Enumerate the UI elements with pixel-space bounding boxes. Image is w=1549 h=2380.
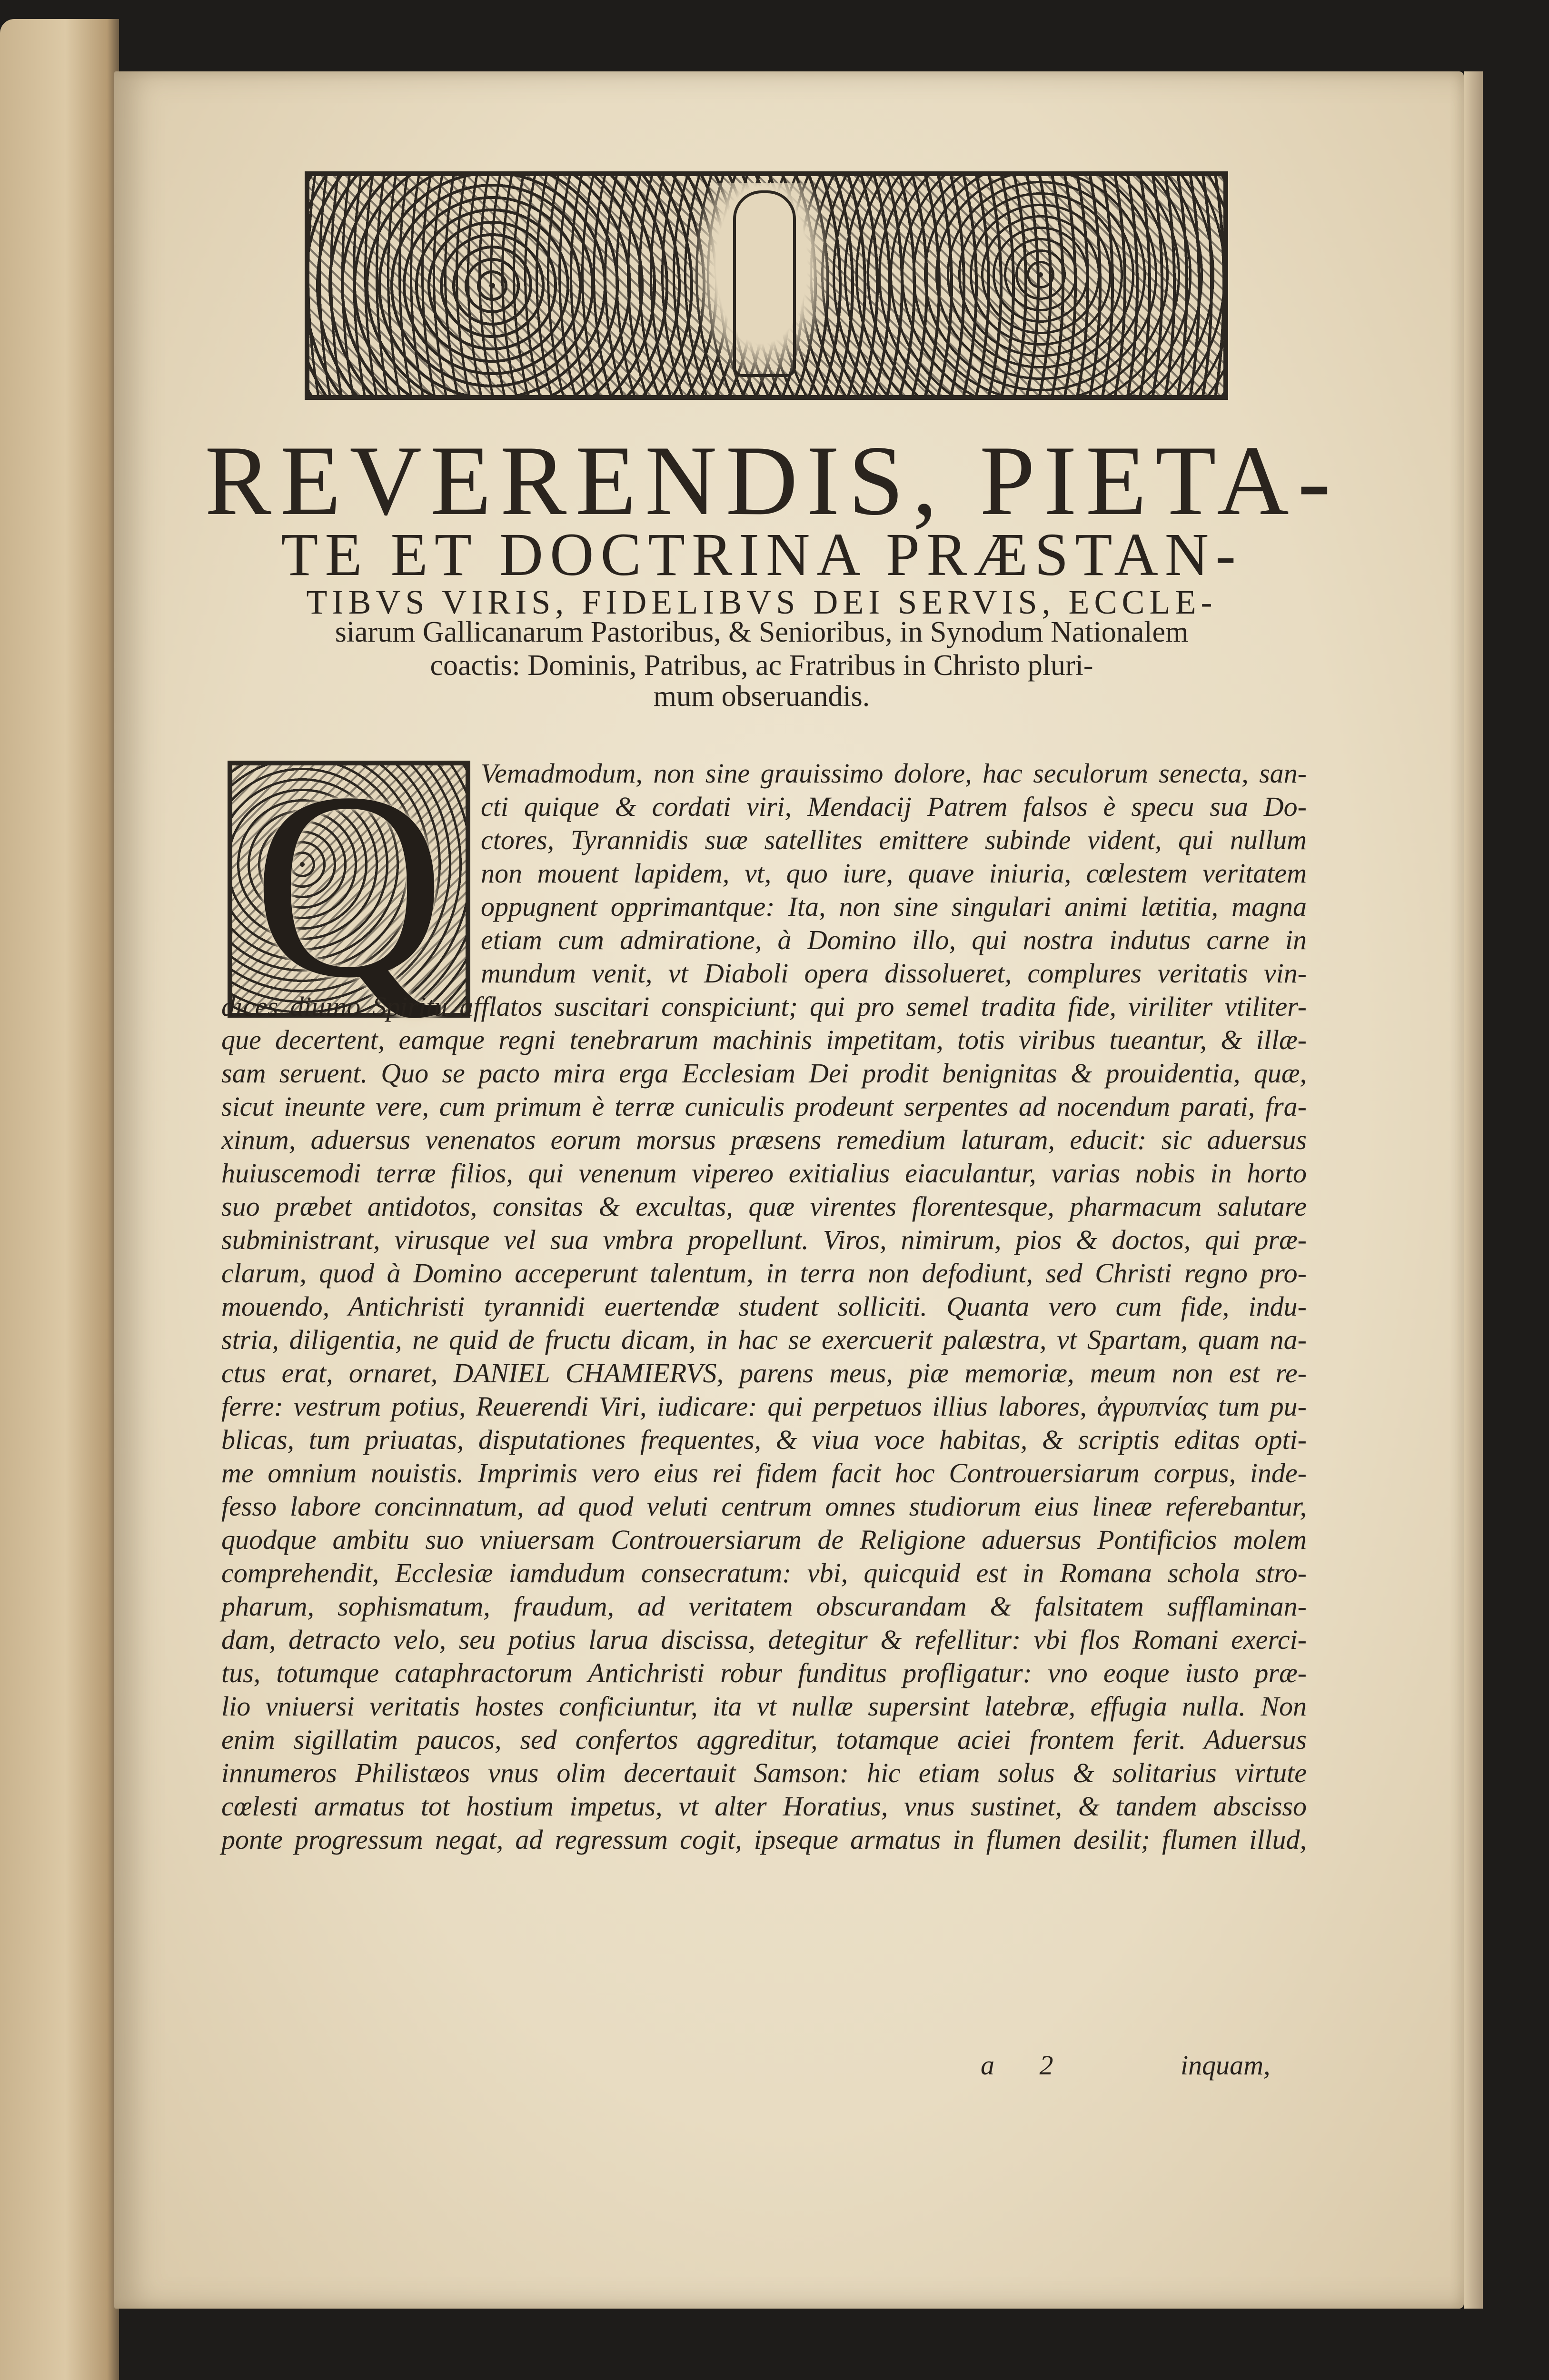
signature-mark: a 2 bbox=[981, 2050, 1072, 2081]
body-line: ctores, Tyrannidis suæ satellites emittere subinde vident, qui nullum bbox=[481, 824, 1307, 855]
title-line-3: TIBVS VIRIS, FIDELIBVS DEI SERVIS, ECCLE- bbox=[306, 583, 1217, 621]
body-line: dam, detracto velo, seu potius larua discissa, detegitur & refellitur: vbi flos Romani exerci- bbox=[221, 1624, 1307, 1655]
body-line: enim sigillatim paucos, sed confertos aggreditur, totamque aciei frontem ferit. Aduersus bbox=[221, 1724, 1307, 1755]
body-line: que decertent, eamque regni tenebrarum machinis impetitam, totis viribus tueantur, & illæ- bbox=[221, 1024, 1307, 1055]
body-line: fesso labore concinnatum, ad quod veluti centrum omnes studiorum eius lineæ referebantur, bbox=[221, 1491, 1307, 1522]
title-line-5: coactis: Dominis, Patribus, ac Fratribus in Christo pluri- bbox=[430, 649, 1093, 682]
title-line-4: siarum Gallicanarum Pastoribus, & Senioribus, in Synodum Nationalem bbox=[335, 616, 1189, 648]
title-line-1: REVERENDIS, PIETA- bbox=[205, 426, 1340, 536]
title-line-6: mum obseruandis. bbox=[653, 680, 870, 713]
body-line: xinum, aduersus venenatos eorum morsus præsens remedium laturam, educit: sic aduersus bbox=[221, 1124, 1307, 1155]
body-line: Vemadmodum, non sine grauissimo dolore, hac seculorum senecta, san- bbox=[481, 758, 1307, 789]
body-line: lio vniuersi veritatis hostes conficiuntur, ita vt nullæ supersint latebræ, effugia nulla. Non bbox=[221, 1691, 1307, 1722]
body-line: pharum, sophismatum, fraudum, ad veritatem obscurandam & falsitatem sufflaminan- bbox=[221, 1591, 1307, 1622]
body-line: innumeros Philistæos vnus olim decertauit Samson: hic etiam solus & solitarius virtute bbox=[221, 1757, 1307, 1788]
body-line: oppugnent opprimantque: Ita, non sine singulari animi lætitia, magna bbox=[481, 891, 1307, 922]
left-page-edge bbox=[0, 19, 119, 2380]
body-line: tus, totumque cataphractorum Antichristi robur funditus profligatur: vno eoque iusto præ- bbox=[221, 1657, 1307, 1688]
body-line: suo præbet antidotos, consitas & excultas, quæ virentes florentesque, pharmacum salutare bbox=[221, 1191, 1307, 1222]
body-line: cti quique & cordati viri, Mendacij Patrem falsos è specu sua Do- bbox=[481, 791, 1307, 822]
body-line: ferre: vestrum potius, Reuerendi Viri, iudicare: qui perpetuos illius labores, ἀγρυπνίας tum pu- bbox=[221, 1391, 1307, 1422]
body-line: huiuscemodi terræ filios, qui venenum vipereo exitialius eiaculantur, varias nobis in horto bbox=[221, 1158, 1307, 1189]
body-line: cœlesti armatus tot hostium impetus, vt alter Horatius, vnus sustinet, & tandem abscisso bbox=[221, 1791, 1307, 1822]
body-line: blicas, tum priuatas, disputationes frequentes, & viua voce habitas, & scriptis editas opti- bbox=[221, 1424, 1307, 1455]
body-line: dices diuino Spiritu afflatos suscitari conspiciunt; qui pro semel tradita fide, viriliter vtiliter- bbox=[221, 991, 1307, 1022]
body-line: mouendo, Antichristi tyrannidi euertendæ student solliciti. Quanta vero cum fide, indu- bbox=[221, 1291, 1307, 1322]
body-line: stria, diligentia, ne quid de fructu dicam, in hac se exercuerit palæstra, vt Spartam, quam na- bbox=[221, 1324, 1307, 1355]
body-line: comprehendit, Ecclesiæ iamdudum consecratum: vbi, quicquid est in Romana schola stro- bbox=[221, 1557, 1307, 1588]
body-line: ponte progressum negat, ad regressum cogit, ipseque armatus in flumen desilit; flumen illud, bbox=[221, 1824, 1307, 1855]
body-line: non mouent lapidem, vt, quo iure, quave iniuria, cœlestem veritatem bbox=[481, 858, 1307, 889]
body-line: etiam cum admiratione, à Domino illo, qui nostra indutus carne in bbox=[481, 924, 1307, 955]
body-line: clarum, quod à Domino acceperunt talentum, in terra non defodiunt, sed Christi regno pro- bbox=[221, 1258, 1307, 1289]
body-line: sam seruent. Quo se pacto mira erga Ecclesiam Dei prodit benignitas & prouidentia, quæ, bbox=[221, 1058, 1307, 1089]
body-line: quodque ambitu suo vniuersam Controuersiarum de Religione aduersus Pontificios molem bbox=[221, 1524, 1307, 1555]
decorated-initial: Q bbox=[252, 738, 446, 1033]
title-line-2: TE ET DOCTRINA PRÆSTAN- bbox=[281, 521, 1242, 588]
headpiece-musician-figure bbox=[733, 190, 796, 377]
body-line: me omnium nouistis. Imprimis vero eius rei fidem facit hoc Controuersiarum corpus, inde- bbox=[221, 1458, 1307, 1488]
catchword: inquam, bbox=[1181, 2050, 1271, 2081]
body-line: mundum venit, vt Diaboli opera dissolueret, complures veritatis vin- bbox=[481, 958, 1307, 989]
body-line: subministrant, virusque vel sua vmbra propellunt. Viros, nimirum, pios & doctos, qui præ- bbox=[221, 1224, 1307, 1255]
body-line: ctus erat, ornaret, DANIEL CHAMIERVS, parens meus, piæ memoriæ, meum non est re- bbox=[221, 1358, 1307, 1388]
body-line: sicut ineunte vere, cum primum è terræ cuniculis prodeunt serpentes ad nocendum parati, fra- bbox=[221, 1091, 1307, 1122]
page-fore-edge bbox=[1464, 71, 1483, 2309]
